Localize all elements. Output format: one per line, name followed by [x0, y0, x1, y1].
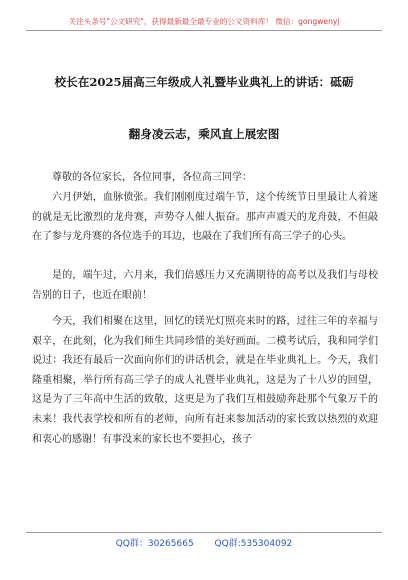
body-paragraph: 六月伊始，血脉偾张。我们刚刚度过端午节，这个传统节日里最让人着迷的就是无比激烈的龙舟赛，声势夺人催人振奋。那声声震天的龙舟鼓，不但敲在了参与龙舟赛的各位选手的耳边，也敲在了我们所有高三学子的心头。 [32, 192, 378, 243]
header-notice: 关注头条号"公文研究"，获得最新最全最专业的公文资料库！ 微信：gongwenyj [68, 17, 340, 26]
body-paragraph: 今天，我们相聚在这里，回忆的镁光灯照亮来时的路，过往三年的幸福与艰辛，在此刻，化为我们师生共同珍惜的美好画面。二模考试后，我和同学们说过：我还有最后一次面向你们的讲话机会，就是在毕业典礼上。今天，我们隆重相聚，举行所有高三学子的成人礼暨毕业典礼，这是为了十八岁的回望，这是为了三年高中生活的致敬，这更是为了我们互相鼓励奔赴那个气象万千的未来！我代表学校和所有的老师，向所有赶来参加活动的家长致以热烈的欢迎和衷心的感谢！有事没来的家长也不要担心，孩子 [32, 316, 378, 445]
salutation-paragraph: 尊敬的各位家长，各位同事，各位高三同学： [52, 172, 252, 183]
title-line-1: 校长在2025届高三年级成人礼暨毕业典礼上的讲话：砥砺 [54, 75, 354, 89]
body-paragraph: 是的，端午过，六月来，我们倍感压力又充满期待的高考以及我们与母校告别的日子，也近在眼前！ [32, 270, 378, 301]
title-line-2: 翻身凌云志，乘风直上展宏图 [128, 127, 280, 141]
footer-divider [26, 532, 382, 533]
footer-qq-group-2: QQ群:535304092 [214, 539, 293, 549]
header-divider [26, 30, 382, 31]
footer-contacts [0, 536, 408, 549]
footer-qq-group-1: QQ群：30265665 [115, 539, 194, 549]
